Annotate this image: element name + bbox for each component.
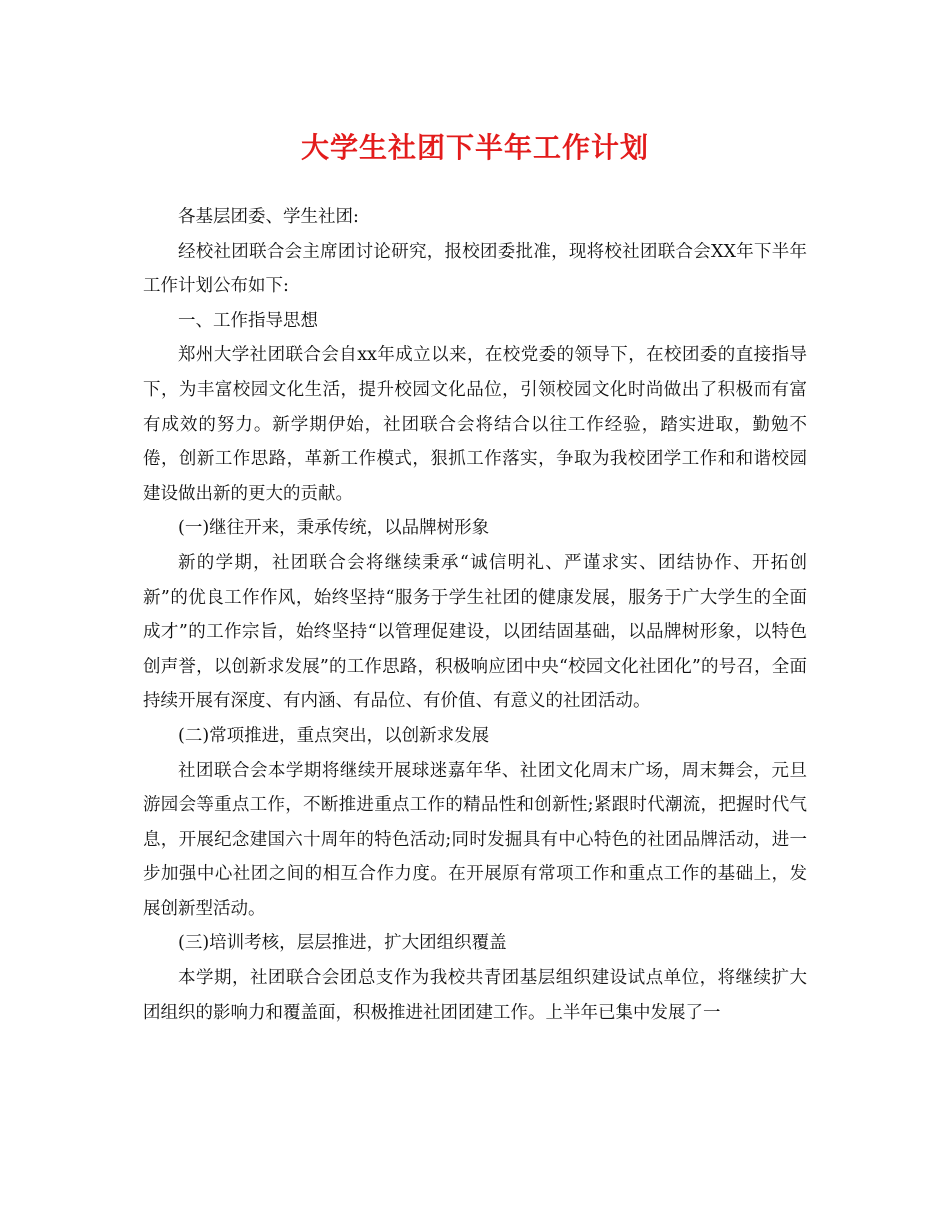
subsection-heading-1: (一)继往开来，秉承传统，以品牌树形象 bbox=[178, 518, 490, 539]
subsection-heading-3: (三)培训考核，层层推进，扩大团组织覆盖 bbox=[178, 933, 507, 954]
paragraph-guiding-thought: 郑州大学社团联合会自xx年成立以来，在校党委的领导下，在校团委的直接指导下，为丰富校园文化生活，提升校园文化品位，引领校园文化时尚做出了积极而有富有成效的努力。新学期伊始，社团联合会将结合以往工作经验，踏实进取，勤勉不倦，创新工作思路，革新工作模式，狠抓工作落实，争取为我校团学工作和和谐校园建设做出新的更大的贡献。 bbox=[143, 345, 807, 504]
paragraph-subsection-2: 社团联合会本学期将继续开展球迷嘉年华、社团文化周末广场，周末舞会，元旦游园会等重点工作，不断推进重点工作的精品性和创新性;紧跟时代潮流，把握时代气息，开展纪念建国六十周年的特色活动;同时发掘具有中心特色的社团品牌活动，进一步加强中心社团之间的相互合作力度。在开展原有常项工作和重点工作的基础上，发展创新型活动。 bbox=[143, 760, 807, 919]
paragraph-subsection-1: 新的学期，社团联合会将继续秉承“诚信明礼、严谨求实、团结协作、开拓创新”的优良工作作风，始终坚持“服务于学生社团的健康发展，服务于广大学生的全面成才”的工作宗旨，始终坚持“以管理促建设，以团结固基础，以品牌树形象，以特色创声誉，以创新求发展”的工作思路，积极响应团中央“校园文化社团化”的号召，全面持续开展有深度、有内涵、有品位、有价值、有意义的社团活动。 bbox=[143, 552, 807, 712]
subsection-heading-2: (二)常项推进，重点突出，以创新求发展 bbox=[178, 725, 490, 746]
document-body bbox=[143, 200, 807, 1030]
paragraph-salutation: 各基层团委、学生社团: bbox=[178, 207, 359, 227]
paragraph-intro: 经校社团联合会主席团讨论研究，报校团委批准，现将校社团联合会XX年下半年工作计划公布如下: bbox=[143, 241, 807, 297]
paragraph-subsection-3: 本学期，社团联合会团总支作为我校共青团基层组织建设试点单位，将继续扩大团组织的影响力和覆盖面，积极推进社团团建工作。上半年已集中发展了一 bbox=[143, 968, 807, 1023]
section-heading-guiding-thought: 一、工作指导思想 bbox=[178, 310, 318, 331]
document-title: 大学生社团下半年工作计划 bbox=[300, 131, 649, 164]
